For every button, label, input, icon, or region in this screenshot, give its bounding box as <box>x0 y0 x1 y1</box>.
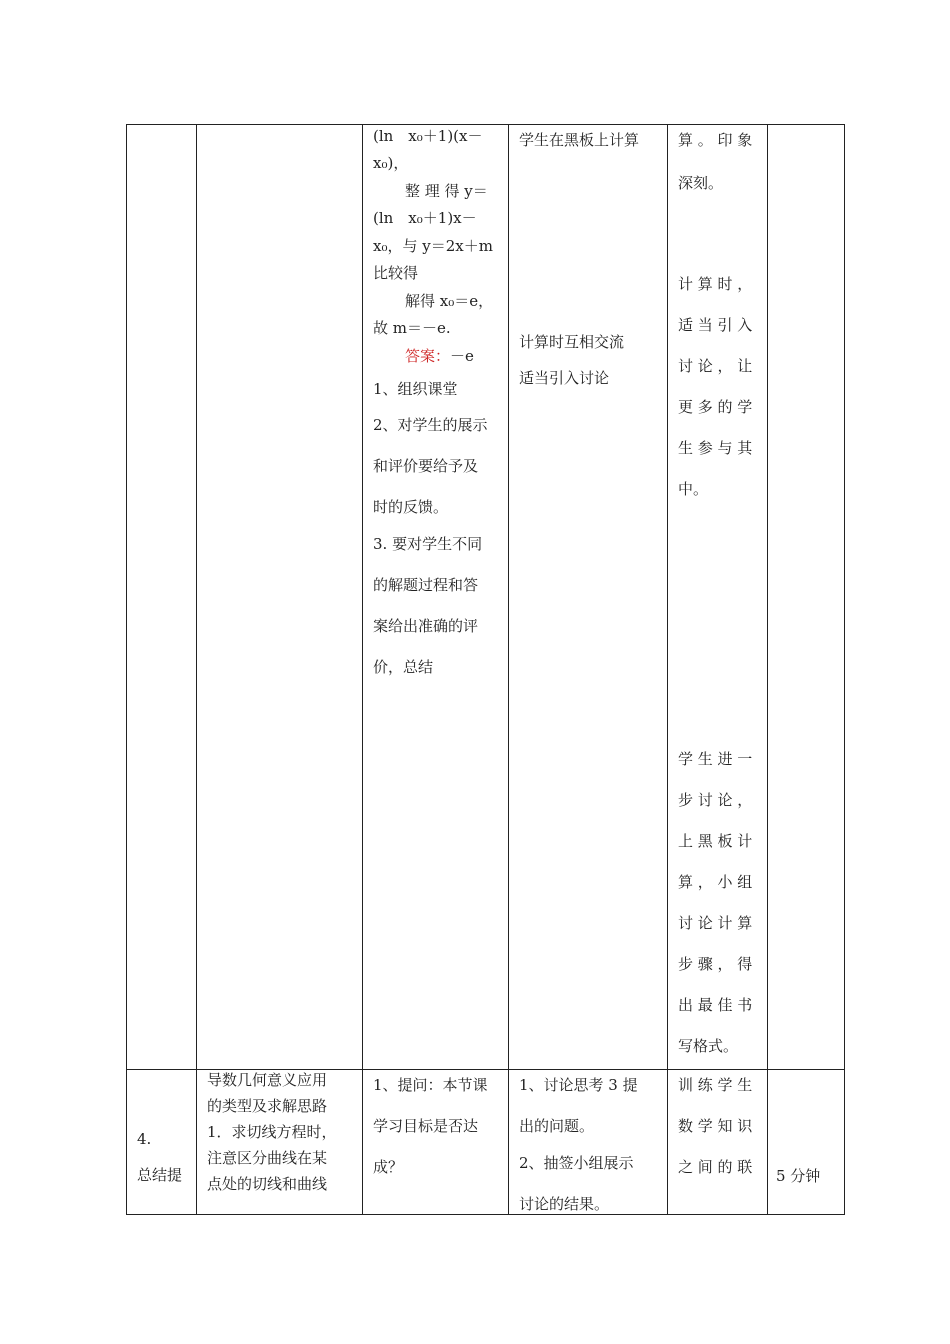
text-line: 出的问题。 <box>519 1117 595 1135</box>
formula-line: (ln x₀＋1)(x－ <box>373 127 483 145</box>
text-line: 之 间 的 联 <box>678 1158 753 1176</box>
student-activity-cell <box>509 1070 668 1215</box>
teacher-activity-cell <box>363 125 509 1070</box>
student-activity-cell <box>509 125 668 1070</box>
text-line: 深刻。 <box>678 174 724 192</box>
text-line: 总结提 <box>137 1166 183 1184</box>
answer-value: －e <box>450 347 474 365</box>
text-line: 数 学 知 识 <box>678 1117 753 1135</box>
stage-cell <box>127 1070 197 1215</box>
text-line: 学 生 进 一 <box>678 750 753 768</box>
formula-line: x₀)， <box>373 154 409 172</box>
table-row <box>127 1070 845 1215</box>
text-line: 上 黑 板 计 <box>678 832 753 850</box>
stage-cell <box>127 125 197 1070</box>
answer-label: 答案： <box>405 347 451 365</box>
lesson-plan-table <box>126 124 845 1215</box>
text-line: 1、提问：本节课 <box>373 1076 488 1094</box>
formula-line: x₀，与 y＝2x＋m <box>373 237 493 255</box>
text-line: 适 当 引 入 <box>678 316 753 334</box>
time-cell <box>768 125 845 1070</box>
text-line: 导数几何意义应用 <box>207 1071 328 1089</box>
teacher-activity-cell <box>363 1070 509 1215</box>
text-line: 出 最 佳 书 <box>678 996 753 1014</box>
formula-line: 解得 x₀＝e， <box>405 292 494 310</box>
answer-line <box>405 345 474 366</box>
text-line: 写格式。 <box>678 1037 739 1055</box>
formula-line: (ln x₀＋1)x－ <box>373 209 477 227</box>
text-line: 算 。 印 象 <box>678 131 753 149</box>
time-cell <box>768 1070 845 1215</box>
text-line: 3. 要对学生不同 <box>373 535 483 553</box>
text-line: 步 骤 ， 得 <box>678 955 753 973</box>
text-line: 1、组织课堂 <box>373 380 458 398</box>
text-line: 案给出准确的评 <box>373 617 479 635</box>
text-line: 生 参 与 其 <box>678 439 753 457</box>
text-line: 学习目标是否达 <box>373 1117 479 1135</box>
text-line: 价，总结 <box>373 658 434 676</box>
text-line: 1、讨论思考 3 提 <box>519 1076 638 1094</box>
design-intent-cell <box>668 125 768 1070</box>
text-line: 更 多 的 学 <box>678 398 753 416</box>
text-line: 4. <box>137 1130 152 1148</box>
design-intent-cell <box>668 1070 768 1215</box>
text-line: 中。 <box>678 480 709 498</box>
text-line: 计 算 时 ， <box>678 275 753 293</box>
text-line: 2、对学生的展示 <box>373 416 488 434</box>
text-line: 和评价要给予及 <box>373 457 479 475</box>
text-line: 训 练 学 生 <box>678 1076 753 1094</box>
time-value: 5 分钟 <box>776 1167 821 1185</box>
text-line: 学生在黑板上计算 <box>519 131 640 149</box>
text-line: 2、抽签小组展示 <box>519 1154 634 1172</box>
text-line: 算 ， 小 组 <box>678 873 753 891</box>
content-cell <box>197 1070 363 1215</box>
text-line: 1．求切线方程时， <box>207 1123 337 1141</box>
text-line: 点处的切线和曲线 <box>207 1175 328 1193</box>
text-line: 的解题过程和答 <box>373 576 479 594</box>
text-line: 讨 论 ， 让 <box>678 357 753 375</box>
table-row <box>127 125 845 1070</box>
formula-line: 故 m＝－e. <box>373 319 451 337</box>
text-line: 注意区分曲线在某 <box>207 1149 328 1167</box>
text-line: 讨 论 计 算 <box>678 914 753 932</box>
text-line: 讨论的结果。 <box>519 1195 610 1213</box>
text-line: 成？ <box>373 1158 404 1176</box>
text-line: 步 讨 论 ， <box>678 791 753 809</box>
text-line: 适当引入讨论 <box>519 369 610 387</box>
text-line: 的类型及求解思路 <box>207 1097 328 1115</box>
formula-line: 比较得 <box>373 264 419 282</box>
text-line: 计算时互相交流 <box>519 333 625 351</box>
formula-line: 整 理 得 y＝ <box>405 182 488 200</box>
content-cell <box>197 125 363 1070</box>
text-line: 时的反馈。 <box>373 498 449 516</box>
